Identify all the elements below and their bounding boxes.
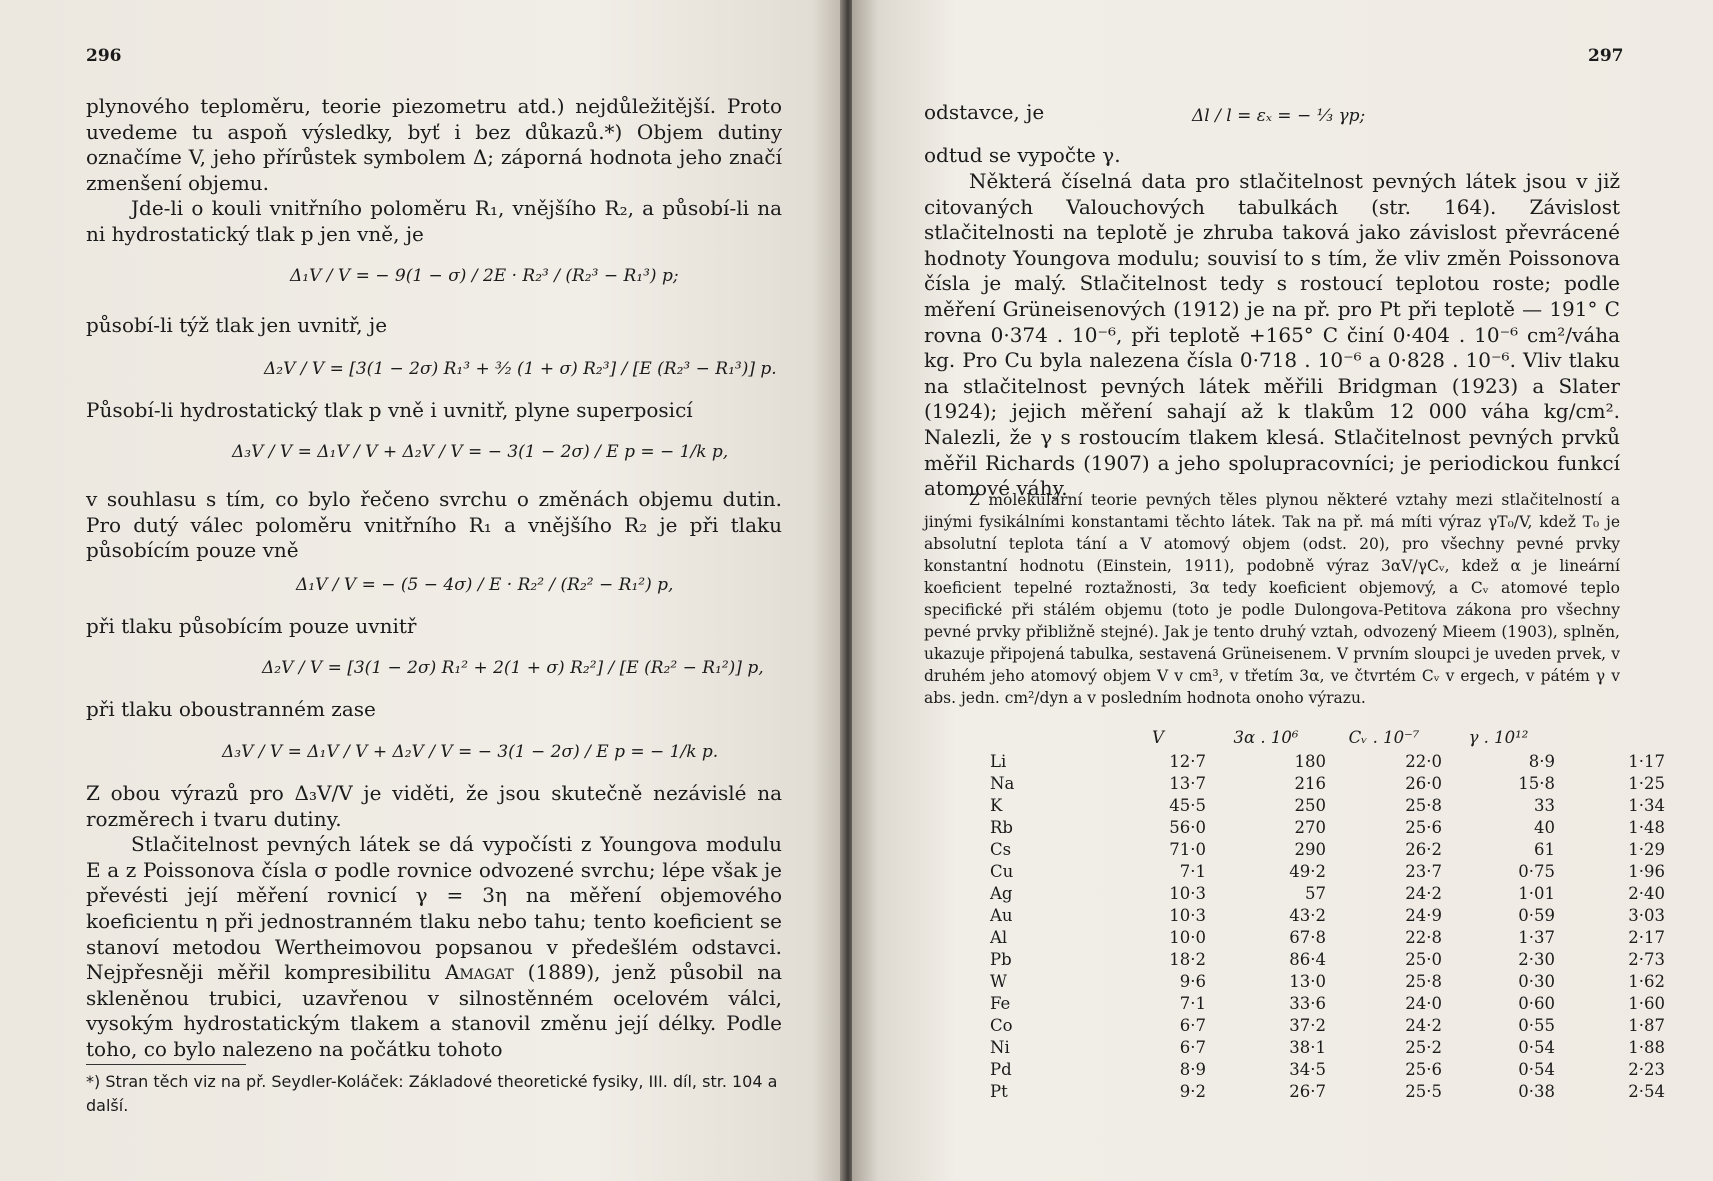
element-cell: Al <box>990 927 1008 947</box>
value-cell: 71·0 <box>1169 839 1206 859</box>
value-cell: 13·7 <box>1169 773 1206 793</box>
element-cell: Fe <box>990 993 1011 1013</box>
value-cell: 25·2 <box>1405 1037 1442 1057</box>
paragraph-text: plynového teploměru, teorie piezometru atd.) nejdůležitější. Proto uvedeme tu aspoň výsledky, byť i bez důkazů.*) Objem dutiny označíme V, jeho přírůstek symbolem Δ; záporná hodnota jeho značí zmenšení objemu. <box>86 94 782 195</box>
equation-sphere-inside: Δ₂V / V = [3(1 − 2σ) R₁³ + ³⁄₂ (1 + σ) R₂³] / [E (R₂³ − R₁³)] p. <box>264 359 777 379</box>
paragraph-text: Z molekulární teorie pevných těles plynou některé vztahy mezi stlačitelností a jinými fysikálními konstantami těchto látek. Tak na př. má míti výraz γT₀/V, kdež T₀ je absolutní teplota tání a V atomový objem (odst. 20), pro všechny pevné prvky konstantní hodnotu (Einstein, 1911), podobně výraz 3αV/γCᵥ, kdež α je lineární koeficient tepelné roztažnosti, 3α tedy koeficient objemový, a Cᵥ atomové teplo specifické při stálém objemu (toto je podle Dulongova-Petitova zákona pro všechny pevné prvky přibližně stejné). Jak je tento druhý vztah, odvozený Mieem (1903), splněn, ukazuje připojená tabulka, sestavená Grüneisenem. V prvním sloupci je uveden prvek, v druhém jeho atomový objem V v cm³, v třetím 3α, ve čtvrtém Cᵥ v ergech, v pátém γ v abs. jedn. cm²/dyn a v posledním hodnota onoho výrazu. <box>924 491 1620 707</box>
element-cell: Ni <box>990 1037 1010 1057</box>
value-cell: 57 <box>1305 883 1326 903</box>
value-cell: 25·6 <box>1405 1059 1442 1079</box>
paragraph-data <box>924 169 1620 502</box>
table-row <box>990 1058 1665 1080</box>
element-cell: Cu <box>990 861 1014 881</box>
value-cell: 25·8 <box>1405 795 1442 815</box>
compressibility-table <box>990 724 1665 1102</box>
value-cell: 33·6 <box>1289 993 1326 1013</box>
column-header: γ . 10¹² <box>1468 727 1529 747</box>
value-cell: 1·01 <box>1518 883 1555 903</box>
value-cell: 10·0 <box>1169 927 1206 947</box>
page-number-left: 296 <box>86 46 122 66</box>
value-cell: 9·6 <box>1179 971 1206 991</box>
value-cell: 180 <box>1294 751 1326 771</box>
element-cell: Pd <box>990 1059 1012 1079</box>
paragraph-text: Některá číselná data pro stlačitelnost pevných látek jsou v již citovaných Valouchových tabulkách (str. 164). Závislost stlačitelnosti na teplotě je zhruba taková jako závislost převrácené hodnoty Youngova modulu; souvisí to s tím, že vliv změn Poissonova čísla je malý. Stlačitelnost tedy s rostoucí teplotou roste; podle měření Grüneisenových (1912) je na př. pro Pt při teplotě — 191° C rovna 0·374 . 10⁻⁶, při teplotě +165° C činí 0·404 . 10⁻⁶ cm²/váha kg. Pro Cu byla nalezena čísla 0·718 . 10⁻⁶ a 0·828 . 10⁻⁶. Vliv tlaku na stlačitelnost pevných látek měřili Bridgman (1923) a Slater (1924); jejich měření sahají až k tlakům 12 000 váha kg/cm². Nalezli, že γ s rostoucím tlakem klesá. Stlačitelnost pevných prvků měřil Richards (1907) a jeho spolupracovníci; je periodickou funkcí atomové váhy. <box>924 169 1620 501</box>
value-cell: 216 <box>1294 773 1326 793</box>
value-cell: 0·54 <box>1518 1059 1555 1079</box>
element-cell: Co <box>990 1015 1013 1035</box>
value-cell: 1·48 <box>1628 817 1665 837</box>
value-cell: 1·29 <box>1628 839 1665 859</box>
value-cell: 13·0 <box>1289 971 1326 991</box>
value-cell: 25·8 <box>1405 971 1442 991</box>
value-cell: 24·9 <box>1405 905 1442 925</box>
paragraph-text: Stlačitelnost pevných látek se dá vypočísti z Youngova modulu E a z Poissonova čísla σ podle rovnice odvozené svrchu; lépe však je převésti její měření rovnicí γ = 3η na měření objemového koeficientu η při jednostranném tlaku nebo tahu; tento koeficient se stanoví metodou Wertheimovou popsanou v předešlém odstavci. Nejpřesněji měřil kompresibilitu <box>86 832 782 985</box>
value-cell: 37·2 <box>1289 1015 1326 1035</box>
equation-cylinder-inside: Δ₂V / V = [3(1 − 2σ) R₁² + 2(1 + σ) R₂²] / [E (R₂² − R₁²)] p, <box>262 658 764 678</box>
value-cell: 23·7 <box>1405 861 1442 881</box>
paragraph-text: v souhlasu s tím, co bylo řečeno svrchu o změnách objemu dutin. Pro dutý válec poloměru vnitřního R₁ a vnějšího R₂ je při tlaku působícím pouze vně <box>86 487 782 563</box>
table-row <box>990 838 1665 860</box>
value-cell: 34·5 <box>1289 1059 1326 1079</box>
element-cell: K <box>990 795 1003 815</box>
table-row <box>990 772 1665 794</box>
element-cell: Rb <box>990 817 1013 837</box>
table-header-row <box>990 724 1665 750</box>
value-cell: 2·17 <box>1628 927 1665 947</box>
text-line: odstavce, je <box>924 100 1045 124</box>
table-row <box>990 992 1665 1014</box>
paragraph-compressibility <box>86 832 782 1062</box>
value-cell: 40 <box>1534 817 1555 837</box>
table-row <box>990 816 1665 838</box>
value-cell: 7·1 <box>1179 861 1206 881</box>
table-row <box>990 904 1665 926</box>
value-cell: 1·37 <box>1518 927 1555 947</box>
value-cell: 43·2 <box>1289 905 1326 925</box>
equation-cylinder-outside: Δ₁V / V = − (5 − 4σ) / E · R₂² / (R₂² − R₁²) p, <box>296 575 674 595</box>
value-cell: 1·96 <box>1628 861 1665 881</box>
footnote: *) Stran těch viz na př. Seydler-Koláček: Základové theoretické fysiky, III. díl, str. 104 a další. <box>86 1072 778 1115</box>
value-cell: 86·4 <box>1289 949 1326 969</box>
paragraph-text: (1889), jenž působil na skleněnou trubici, uzavřenou v silnostěnném ocelovém válci, vysokým hydrostatickým tlakem a stanovil změnu její délky. Podle toho, co bylo nalezeno na počátku tohoto <box>86 960 783 1061</box>
value-cell: 1·87 <box>1628 1015 1665 1035</box>
paragraph-text: Jde-li o kouli vnitřního poloměru R₁, vnějšího R₂, a působí-li na ni hydrostatický tlak p jen vně, je <box>86 196 782 246</box>
value-cell: 1·62 <box>1628 971 1665 991</box>
value-cell: 6·7 <box>1179 1037 1206 1057</box>
value-cell: 0·75 <box>1518 861 1555 881</box>
table-row <box>990 926 1665 948</box>
value-cell: 33 <box>1534 795 1555 815</box>
table-row <box>990 948 1665 970</box>
text-line: při tlaku oboustranném zase <box>86 697 376 721</box>
value-cell: 0·38 <box>1518 1081 1555 1101</box>
value-cell: 25·5 <box>1405 1081 1442 1101</box>
value-cell: 12·7 <box>1169 751 1206 771</box>
element-cell: W <box>990 971 1007 991</box>
value-cell: 24·2 <box>1405 883 1442 903</box>
value-cell: 45·5 <box>1169 795 1206 815</box>
text-line: při tlaku působícím pouze uvnitř <box>86 614 417 638</box>
value-cell: 1·60 <box>1628 993 1665 1013</box>
equation-sphere-outside: Δ₁V / V = − 9(1 − σ) / 2E · R₂³ / (R₂³ − R₁³) p; <box>290 266 679 286</box>
paragraph-conclusion <box>86 781 782 1063</box>
value-cell: 2·73 <box>1628 949 1665 969</box>
table-row <box>990 1080 1665 1102</box>
value-cell: 0·54 <box>1518 1037 1555 1057</box>
value-cell: 24·2 <box>1405 1015 1442 1035</box>
element-cell: Li <box>990 751 1007 771</box>
value-cell: 26·0 <box>1405 773 1442 793</box>
column-header <box>990 724 1110 750</box>
page-number-right: 297 <box>1588 46 1624 66</box>
column-header <box>1555 724 1665 750</box>
element-cell: Na <box>990 773 1015 793</box>
value-cell: 26·2 <box>1405 839 1442 859</box>
left-page <box>0 0 846 1181</box>
value-cell: 1·17 <box>1628 751 1665 771</box>
author-name: Amagat <box>445 960 514 985</box>
value-cell: 1·88 <box>1628 1037 1665 1057</box>
table-row <box>990 860 1665 882</box>
value-cell: 22·8 <box>1405 927 1442 947</box>
text-line: odtud se vypočte γ. <box>924 143 1121 167</box>
value-cell: 3·03 <box>1628 905 1665 925</box>
value-cell: 270 <box>1294 817 1326 837</box>
value-cell: 0·60 <box>1518 993 1555 1013</box>
equation-length-strain: Δl / l = εₓ = − ⅓ γp; <box>1192 106 1366 126</box>
column-header: 3α . 10⁶ <box>1233 727 1299 747</box>
value-cell: 2·23 <box>1628 1059 1665 1079</box>
value-cell: 8·9 <box>1179 1059 1206 1079</box>
value-cell: 49·2 <box>1289 861 1326 881</box>
value-cell: 6·7 <box>1179 1015 1206 1035</box>
value-cell: 56·0 <box>1169 817 1206 837</box>
value-cell: 1·25 <box>1628 773 1665 793</box>
column-header: V <box>1152 727 1164 747</box>
element-cell: Pb <box>990 949 1012 969</box>
value-cell: 10·3 <box>1169 883 1206 903</box>
value-cell: 18·2 <box>1169 949 1206 969</box>
value-cell: 2·40 <box>1628 883 1665 903</box>
table-row <box>990 1014 1665 1036</box>
table-row <box>990 970 1665 992</box>
value-cell: 1·34 <box>1628 795 1665 815</box>
table-row <box>990 1036 1665 1058</box>
value-cell: 10·3 <box>1169 905 1206 925</box>
element-cell: Cs <box>990 839 1012 859</box>
value-cell: 0·59 <box>1518 905 1555 925</box>
value-cell: 2·30 <box>1518 949 1555 969</box>
value-cell: 38·1 <box>1289 1037 1326 1057</box>
value-cell: 22·0 <box>1405 751 1442 771</box>
table-row <box>990 882 1665 904</box>
paragraph-intro <box>86 94 782 248</box>
value-cell: 8·9 <box>1528 751 1555 771</box>
table-row <box>990 750 1665 772</box>
element-cell: Au <box>990 905 1013 925</box>
value-cell: 0·55 <box>1518 1015 1555 1035</box>
column-header: Cᵥ . 10⁻⁷ <box>1348 727 1420 747</box>
equation-cylinder-both: Δ₃V / V = Δ₁V / V + Δ₂V / V = − 3(1 − 2σ) / E p = − 1/k p. <box>222 742 719 762</box>
value-cell: 25·0 <box>1405 949 1442 969</box>
table-row <box>990 794 1665 816</box>
value-cell: 290 <box>1294 839 1326 859</box>
equation-sphere-both: Δ₃V / V = Δ₁V / V + Δ₂V / V = − 3(1 − 2σ) / E p = − 1/k p, <box>232 442 729 462</box>
text-line: Působí-li hydrostatický tlak p vně i uvnitř, plyne superposicí <box>86 398 693 422</box>
footnote-divider <box>86 1064 246 1065</box>
value-cell: 26·7 <box>1289 1081 1326 1101</box>
value-cell: 0·30 <box>1518 971 1555 991</box>
small-print-paragraph <box>924 489 1620 709</box>
text-line: působí-li týž tlak jen uvnitř, je <box>86 313 388 337</box>
value-cell: 61 <box>1534 839 1555 859</box>
element-cell: Pt <box>990 1081 1008 1101</box>
value-cell: 25·6 <box>1405 817 1442 837</box>
value-cell: 67·8 <box>1289 927 1326 947</box>
value-cell: 9·2 <box>1179 1081 1206 1101</box>
element-cell: Ag <box>990 883 1013 903</box>
value-cell: 15·8 <box>1518 773 1555 793</box>
value-cell: 24·0 <box>1405 993 1442 1013</box>
value-cell: 7·1 <box>1179 993 1206 1013</box>
paragraph-cylinder <box>86 487 782 564</box>
paragraph-text: Z obou výrazů pro Δ₃V/V je viděti, že jsou skutečně nezávislé na rozměrech i tvaru dutiny. <box>86 781 782 831</box>
value-cell: 2·54 <box>1628 1081 1665 1101</box>
value-cell: 250 <box>1294 795 1326 815</box>
